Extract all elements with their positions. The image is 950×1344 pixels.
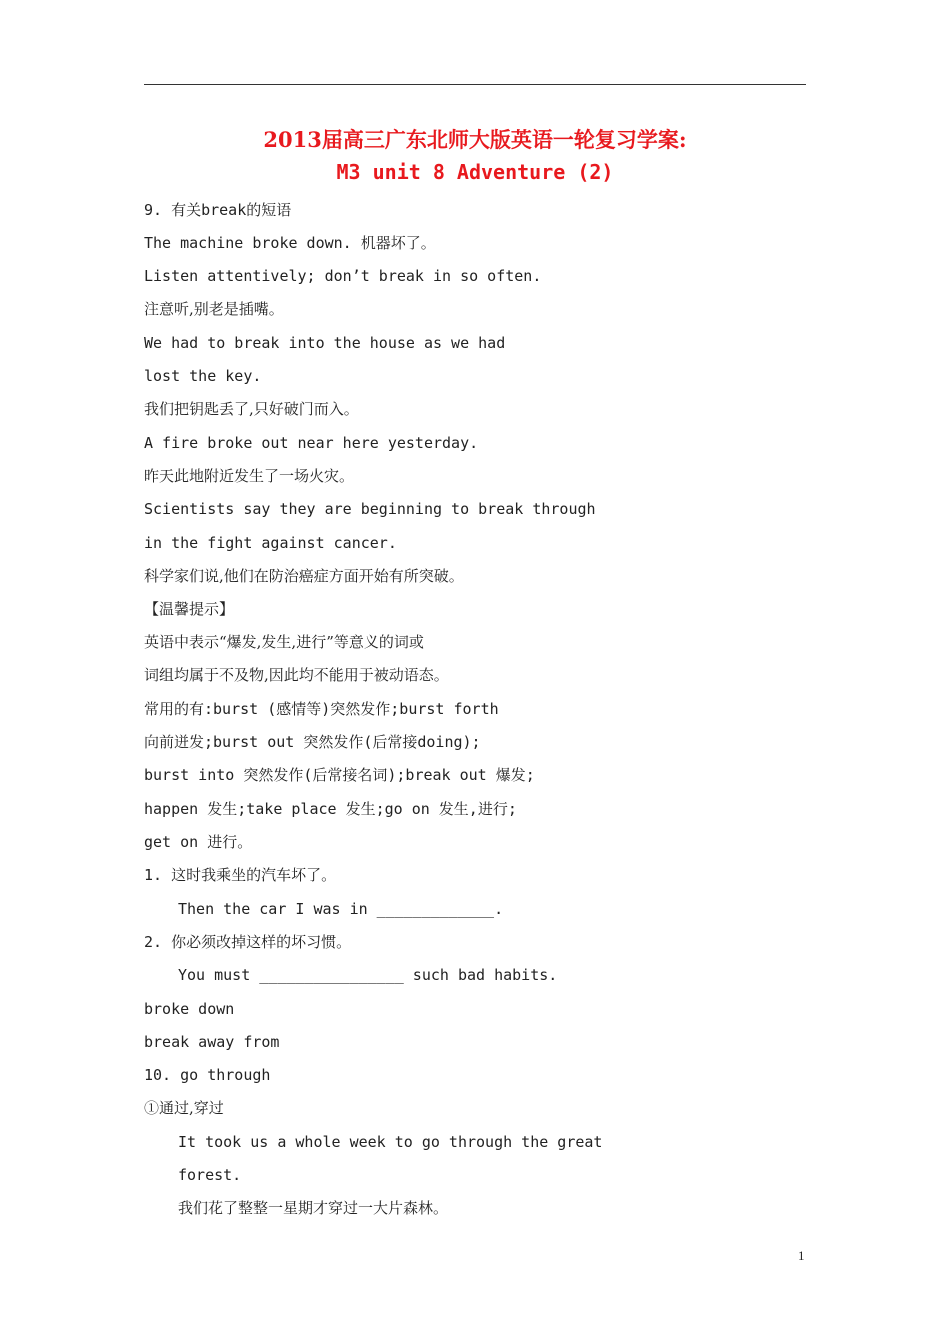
tip-text: 向前迸发;burst out 突然发作(后常接doing);: [144, 733, 481, 751]
tip-heading: 【温馨提示】: [144, 600, 235, 618]
tip-text: happen 发生;take place 发生;go on 发生,进行;: [144, 800, 517, 818]
answer-1: broke down: [144, 1000, 235, 1018]
tip-text: 词组均属于不及物,因此均不能用于被动语态。: [144, 666, 449, 684]
answer-2: break away from: [144, 1033, 280, 1051]
example-sentence: A fire broke out near here yesterday.: [144, 434, 479, 452]
meaning-heading: ①通过,穿过: [144, 1099, 224, 1117]
page-number: 1: [798, 1248, 805, 1263]
tip-text: burst into 突然发作(后常接名词);break out 爆发;: [144, 766, 535, 784]
tip-text: 常用的有:burst (感情等)突然发作;burst forth: [144, 700, 499, 718]
translation-text: 科学家们说,他们在防治癌症方面开始有所突破。: [144, 567, 464, 585]
example-sentence: in the fight against cancer.: [144, 534, 397, 552]
header-rule: [144, 84, 806, 85]
example-sentence: Listen attentively; don’t break in so often.: [144, 267, 542, 285]
tip-text: 英语中表示“爆发,发生,进行”等意义的词或: [144, 633, 424, 651]
translation-text: 我们把钥匙丢了,只好破门而入。: [144, 400, 359, 418]
translation-text: 注意听,别老是插嘴。: [144, 300, 284, 318]
section-heading-10: 10. go through: [144, 1066, 271, 1084]
section-heading-9: 9. 有关break的短语: [144, 201, 292, 219]
exercise-question-2: 2. 你必须改掉这样的坏习惯。: [144, 933, 352, 951]
example-sentence: lost the key.: [144, 367, 262, 385]
exercise-blank-1: Then the car I was in _____________.: [178, 900, 504, 918]
translation-text: 我们花了整整一星期才穿过一大片森林。: [178, 1199, 449, 1217]
tip-text: get on 进行。: [144, 833, 253, 851]
document-title: 2013届高三广东北师大版英语一轮复习学案:: [263, 127, 687, 152]
example-sentence: Scientists say they are beginning to break through: [144, 500, 596, 518]
example-sentence: The machine broke down. 机器坏了。: [144, 234, 436, 252]
document-subtitle: M3 unit 8 Adventure (2): [336, 160, 614, 184]
example-sentence: It took us a whole week to go through the great: [178, 1133, 603, 1151]
example-sentence: We had to break into the house as we had: [144, 334, 506, 352]
exercise-question-1: 1. 这时我乘坐的汽车坏了。: [144, 866, 337, 884]
translation-text: 昨天此地附近发生了一场火灾。: [144, 467, 355, 485]
example-sentence: forest.: [178, 1166, 242, 1184]
exercise-blank-2: You must ________________ such bad habits.: [178, 966, 558, 984]
